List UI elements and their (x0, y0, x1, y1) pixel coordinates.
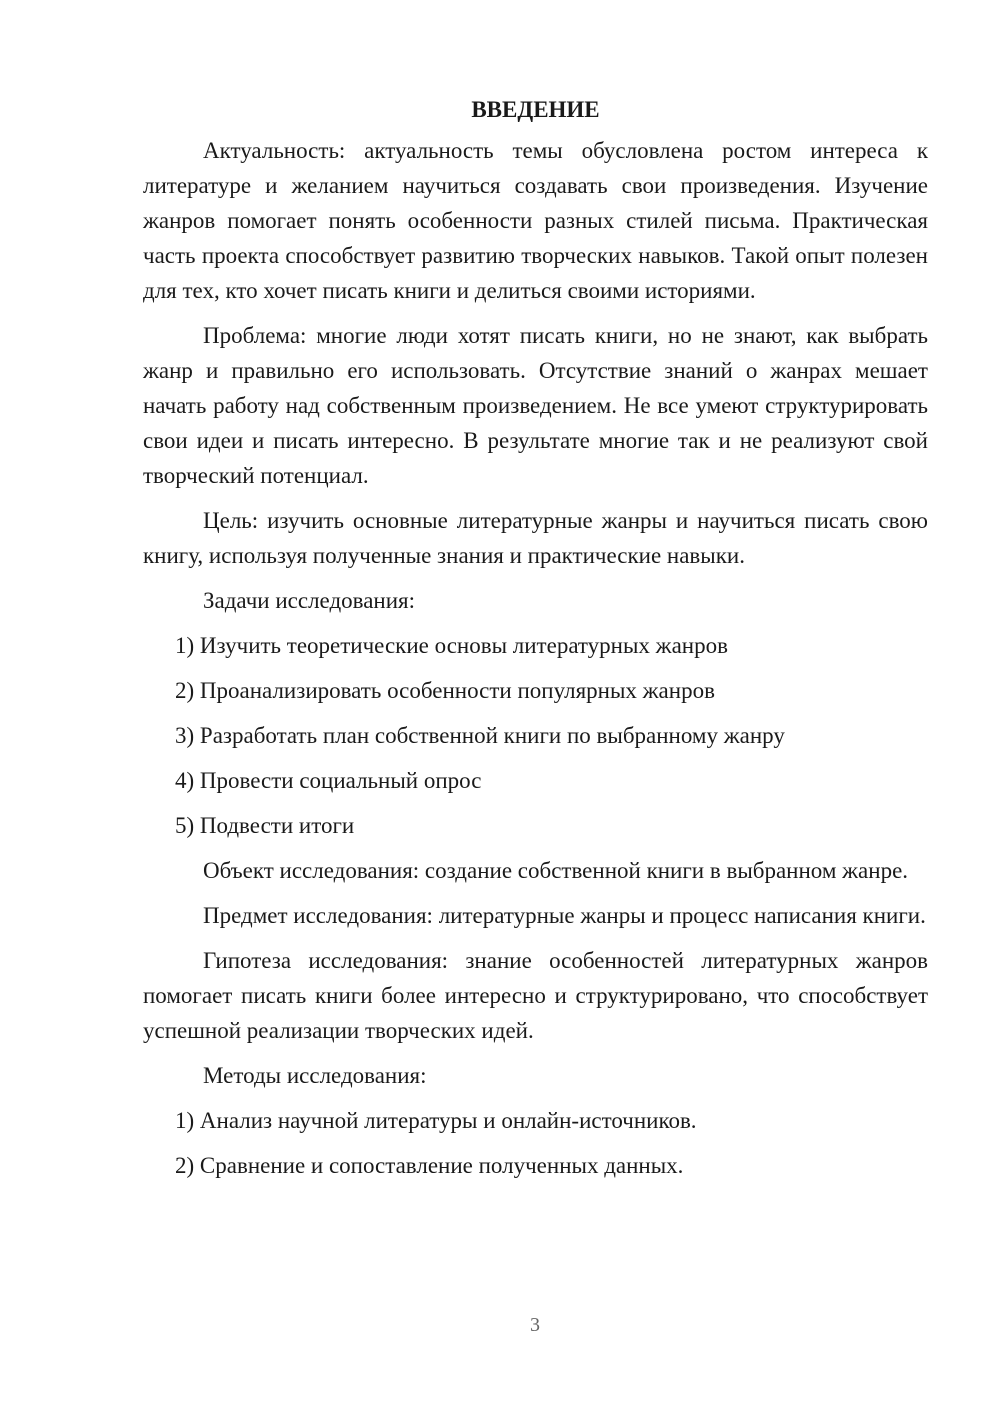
hypothesis-paragraph: Гипотеза исследования: знание особенностей литературных жанров помогает писать книги более интересно и структурировано, что способствует успешной реализации творческих идей. (143, 948, 928, 1043)
list-item: 5) Подвести итоги (175, 813, 355, 838)
tasks-title: Задачи исследования: (203, 588, 416, 613)
tasks-list (143, 628, 928, 843)
page-content (143, 92, 928, 1193)
list-item: 1) Изучить теоретические основы литературных жанров (175, 633, 728, 658)
list-item: 2) Сравнение и сопоставление полученных данных. (175, 1153, 684, 1178)
page-number: 3 (530, 1314, 540, 1336)
section-heading: ВВЕДЕНИЕ (471, 97, 600, 122)
relevance-paragraph: Актуальность: актуальность темы обусловлена ростом интереса к литературе и желанием научиться создавать свои произведения. Изучение жанров помогает понять особенности разных стилей письма. Практическая часть проекта способствует развитию творческих навыков. Такой опыт полезен для тех, кто хочет писать книги и делиться своими историями. (143, 138, 928, 303)
methods-list (143, 1103, 928, 1183)
list-item: 2) Проанализировать особенности популярных жанров (175, 678, 715, 703)
subject-paragraph: Предмет исследования: литературные жанры и процесс написания книги. (203, 903, 926, 928)
problem-paragraph: Проблема: многие люди хотят писать книги, но не знают, как выбрать жанр и правильно его использовать. Отсутствие знаний о жанрах мешает начать работу над собственным произведением. Не все умеют структурировать свои идеи и писать интересно. В результате многие так и не реализуют свой творческий потенциал. (143, 323, 928, 488)
methods-title: Методы исследования: (203, 1063, 427, 1088)
goal-paragraph: Цель: изучить основные литературные жанры и научиться писать свою книгу, используя полученные знания и практические навыки. (143, 508, 928, 568)
list-item: 1) Анализ научной литературы и онлайн-источников. (175, 1108, 697, 1133)
list-item: 3) Разработать план собственной книги по выбранному жанру (175, 723, 785, 748)
list-item: 4) Провести социальный опрос (175, 768, 482, 793)
object-paragraph: Объект исследования: создание собственной книги в выбранном жанре. (203, 858, 909, 883)
